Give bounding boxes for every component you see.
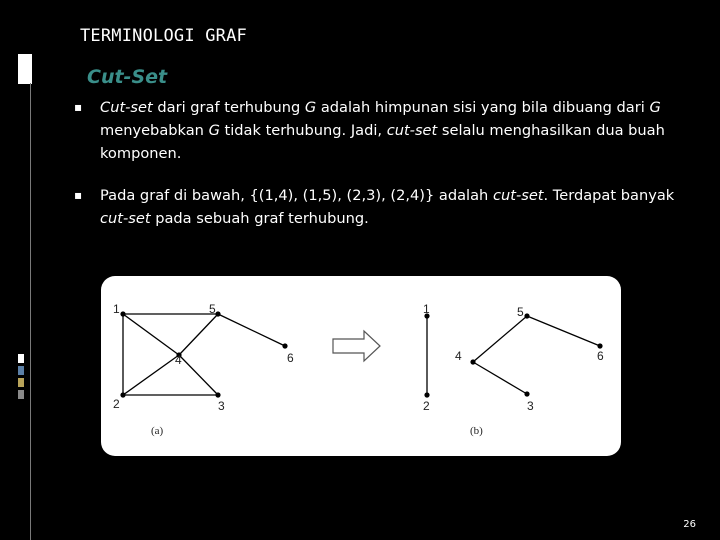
vertex-label: 2 [423,399,430,413]
accent-bar [18,366,24,375]
graph-vertex [597,343,602,348]
graph-edge [473,362,527,394]
vertex-label: 6 [287,351,294,365]
right-arrow-icon [333,331,380,361]
vertex-label: 2 [113,397,120,411]
graph-caption: (b) [470,425,483,437]
decorative-square [18,54,32,84]
bullet-item-2 [74,184,694,230]
accent-bar [18,378,24,387]
bullet-marker: ▪ [74,100,83,114]
graph-vertex [424,392,429,397]
vertex-label: 1 [113,302,120,316]
bullet-text-segment: cut-set [100,210,151,227]
bullet-text-segment: cut-set [492,187,544,204]
bullet-text-segment: menyebabkan [100,122,209,139]
vertex-label: 1 [423,302,430,316]
graph-figure-svg [101,276,621,456]
graph-edge [473,316,527,362]
bullet-item-1 [74,96,694,165]
bullet-text-segment: pada sebuah graf terhubung. [150,210,369,227]
graph-a [113,302,294,437]
vertex-label: 4 [455,349,462,363]
vertex-label: 6 [597,349,604,363]
bullet-text-segment: selalu menghasilkan dua buah komponen. [100,122,665,162]
vertex-label: 3 [218,399,225,413]
bullet-text-segment: tidak terhubung. Jadi, [219,122,387,139]
graph-vertex [120,311,125,316]
graph-edge [123,314,179,355]
graph-edge [123,355,179,395]
bullet-text-segment: Cut-set [100,99,153,116]
bullet-text [100,96,694,165]
graph-edge [179,355,218,395]
bullet-text-segment: cut-set [386,122,438,139]
graph-vertex [470,359,475,364]
bullet-text-segment: adalah himpunan sisi yang bila dibuang dari [316,99,650,116]
graph-vertex [282,343,287,348]
accent-bar [18,354,24,363]
bullet-text-segment: G [304,99,317,116]
bullet-text-segment: Pada graf di bawah, {(1,4), (1,5), (2,3), (2,4)} adalah [100,187,493,204]
bullet-text-segment: G [208,122,220,139]
graph-vertex [524,313,529,318]
accent-bar [18,390,24,399]
section-title: Cut-Set [87,66,168,88]
bullet-marker: ▪ [74,188,83,202]
graph-vertex [524,391,529,396]
page-number: 26 [683,519,696,530]
vertex-label: 5 [209,302,216,316]
graph-vertex [215,392,220,397]
graph-vertex [215,311,220,316]
graph-edge [218,314,285,346]
graph-edge [527,316,600,346]
bullet-text [100,184,694,230]
graph-vertex [120,392,125,397]
vertex-label: 3 [527,399,534,413]
frame-line [30,83,31,540]
graph-b [423,302,604,437]
vertex-label: 5 [517,305,524,319]
bullet-text-segment: dari graf terhubung [152,99,305,116]
slide-header: TERMINOLOGI GRAF [80,26,247,46]
graph-caption: (a) [151,425,164,437]
bullet-text-segment: G [649,99,661,116]
bullet-text-segment: . Terdapat banyak [543,187,675,204]
vertex-label: 4 [175,353,182,367]
graph-edge [179,314,218,355]
graph-figure [101,276,621,456]
